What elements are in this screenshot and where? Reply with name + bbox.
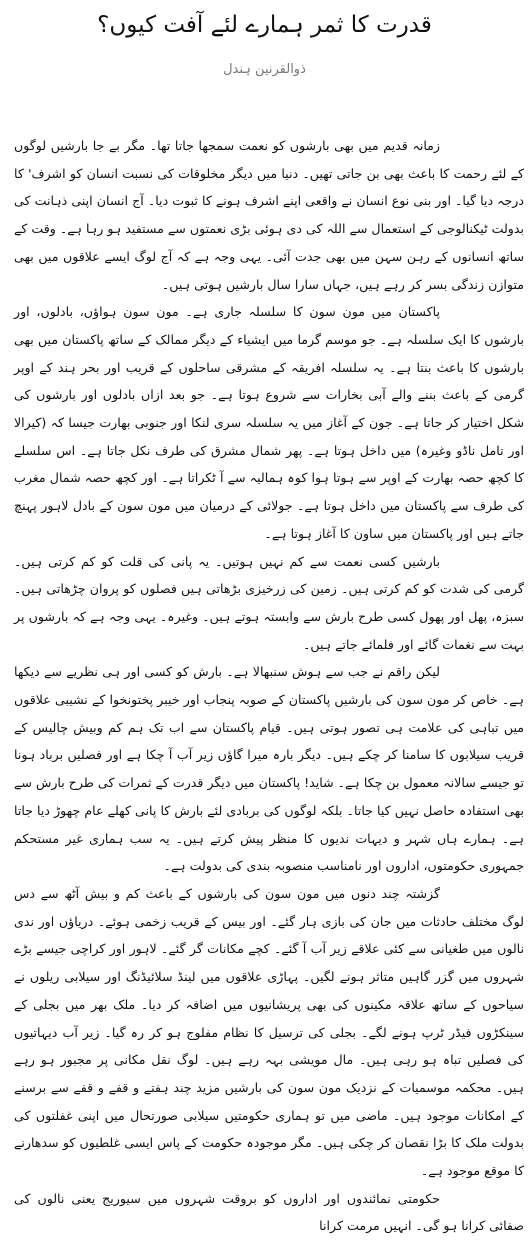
- paragraph: گزشتہ چند دنوں میں مون سون کی بارشوں کے باعث کم و بیش آٹھ سے دس لوگ مختلف حادثات میں جان کی بازی ہار گئے۔ اور بیس کے قریب زخمی ہوئے۔ دریاؤں اور ندی نالوں میں طغیانی سے کئی علاقے زیر آب آ گئے۔ کچے مکانات گر گئے۔ لاہور اور کراچی جیسے بڑے شہروں میں گزر گاہیں متاثر ہونے لگیں۔ پہاڑی علاقوں میں لینڈ سلائیڈنگ اور سیلابی ریلوں نے سیاحوں کے ساتھ علاقہ مکینوں کی بھی پریشانیوں میں اضافہ کر دیا۔ ملک بھر میں بجلی کے سینکڑوں فیڈر ٹرپ ہونے لگے۔ بجلی کی ترسیل کا نظام مفلوج ہو کر رہ گیا۔ زیر آب دیہاتیوں کی فصلیں تباہ ہو رہی ہیں۔ مال مویشی بہہ رہے ہیں۔ لوگ نقل مکانی پر مجبور ہو رہے ہیں۔ محکمہ موسمیات کے نزدیک مون سون کی بارشیں مزید چند ہفتے و قفے و قفے سے برسنے کے امکانات موجود ہیں۔ ماضی میں تو ہماری حکومتیں سیلابی صورتحال میں اپنی غفلتوں کی بدولت ملک کا بڑا نقصان کر چکی ہیں۔ مگر موجودہ حکومت کے پاس ایسی غلطیوں کو سدھارنے کا موقع موجود ہے۔: [14, 885, 524, 1179]
- paragraph: بارشیں کسی نعمت سے کم نہیں ہوتیں۔ یہ پانی کی قلت کو کم کرتی ہیں۔ گرمی کی شدت کو کم کرتی ہیں۔ زمین کی زرخیزی بڑھاتی ہیں فصلوں کو پروان چڑھاتی ہیں۔ سبزہ، پھل اور پھول کسی طرح بارش سے وابستہ ہوتے ہیں۔ وغیرہ۔ یہی وجہ ہے کہ بارشوں پر بہت سے نغمات گائے اور فلمائے جاتے ہیں۔: [14, 553, 524, 652]
- paragraph: لیکن راقم نے جب سے ہوش سنبھالا ہے۔ بارش کو کسی اور ہی نظریے سے دیکھا ہے۔ خاص کر مون سون کی بارشیں پاکستان کے صوبہ پنجاب اور خیبر پختونخوا کے نشیبی علاقوں میں تباہی کی علامت ہی تصور ہوتی ہیں۔ قیام پاکستان سے اب تک ہم کم وبیش چالیس کے قریب سیلابوں کا سامنا کر چکے ہیں۔ دیگر بارہ میرا گاؤں زیر آب آ چکا ہے اور فصلیں برباد ہونا تو جیسے سالانہ معمول بن چکا ہے۔ شاید! پاکستان میں دیگر قدرت کے ثمرات کی طرح بارش سے بھی استفادہ حاصل نہیں کیا جاتا۔ بلکہ لوگوں کی بربادی لئے بارش کا پانی کھلے عام چھوڑ دیا جاتا ہے۔ ہمارے ہاں شہر و دیہات ندیوں کا منظر پیش کرتے ہیں۔ یہ سب ہماری غیر مستحکم جمہوری حکومتوں، اداروں اور نامناسب منصوبہ بندی کی بدولت ہے۔: [14, 664, 524, 874]
- paragraph: زمانہ قدیم میں بھی بارشوں کو نعمت سمجھا جاتا تھا۔ مگر بے جا بارشیں لوگوں کے لئے رحمت کا باعث بھی بن جاتی تھیں۔ دنیا میں دیگر مخلوقات کی نسبت انسان کو اشرف' کا درجہ دیا گیا۔ اور بنی نوع انسان نے واقعی اپنے اشرف ہونے کا ثبوت دیا۔ آج انسان اپنی ذہانت کی بدولت ٹیکنالوجی کے استعمال سے اللہ کی دی ہوئی بڑی نعمتوں سے مستفید ہو رہا ہے۔ وقت کے ساتھ انسانوں کے رہن سہن میں بھی جدت آئی۔ یہی وجہ ہے کہ آج لوگ ایسے علاقوں میں بھی متوازن زندگی بسر کر رہے ہیں، جہاں سارا سال بارشیں ہوتی ہیں۔: [14, 138, 524, 292]
- paragraph: پاکستان میں مون سون کا سلسلہ جاری ہے۔ مون سون ہواؤں، بادلوں، اور بارشوں کا ایک سلسلہ ہے۔ جو موسم گرما میں ایشیاء کے دیگر ممالک کے ساتھ پاکستان میں بھی بارشوں کا باعث بنتا ہے۔ یہ سلسلہ افریقہ کے مشرقی ساحلوں کے قریب اور بحر ہند کے اوپر گرمی کے باعث بننے والے آبی بخارات سے شروع ہوتا ہے۔ جو بعد ازاں بادلوں اور بارشوں کی شکل اختیار کر جاتا ہے۔ جون کے آغاز میں یہ سلسلہ سری لنکا اور جنوبی بھارت جیسا کہ (کیرالا اور تامل ناڈو وغیرہ) میں داخل ہوتا ہے۔ پھر شمال مشرق کی طرف نکل جاتا ہے۔ اس سلسلے کا کچھ حصہ بھارت کے اوپر سے ہوتا ہوا کوہ ہمالیہ سے آ ٹکراتا ہے۔ اور کچھ حصہ شمال مغرب کی طرف سے پاکستان میں داخل ہوتا ہے۔ جولائی کے درمیان میں مون سون کے بادل لاہور پہنچ جاتے ہیں اور پاکستان میں ساون کا آغاز ہوتا ہے۔: [14, 304, 524, 541]
- article-body: [14, 132, 524, 1240]
- paragraph: حکومتی نمائندوں اور اداروں کو بروقت شہروں میں سیوریج یعنی نالوں کی صفائی کرانا ہو گی۔ انہیں مرمت کرانا: [14, 1190, 524, 1234]
- article-title: قدرت کا ثمر ہمارے لئے آفت کیوں؟: [97, 12, 432, 38]
- article-author: ذوالقرنین ہندل: [223, 62, 306, 77]
